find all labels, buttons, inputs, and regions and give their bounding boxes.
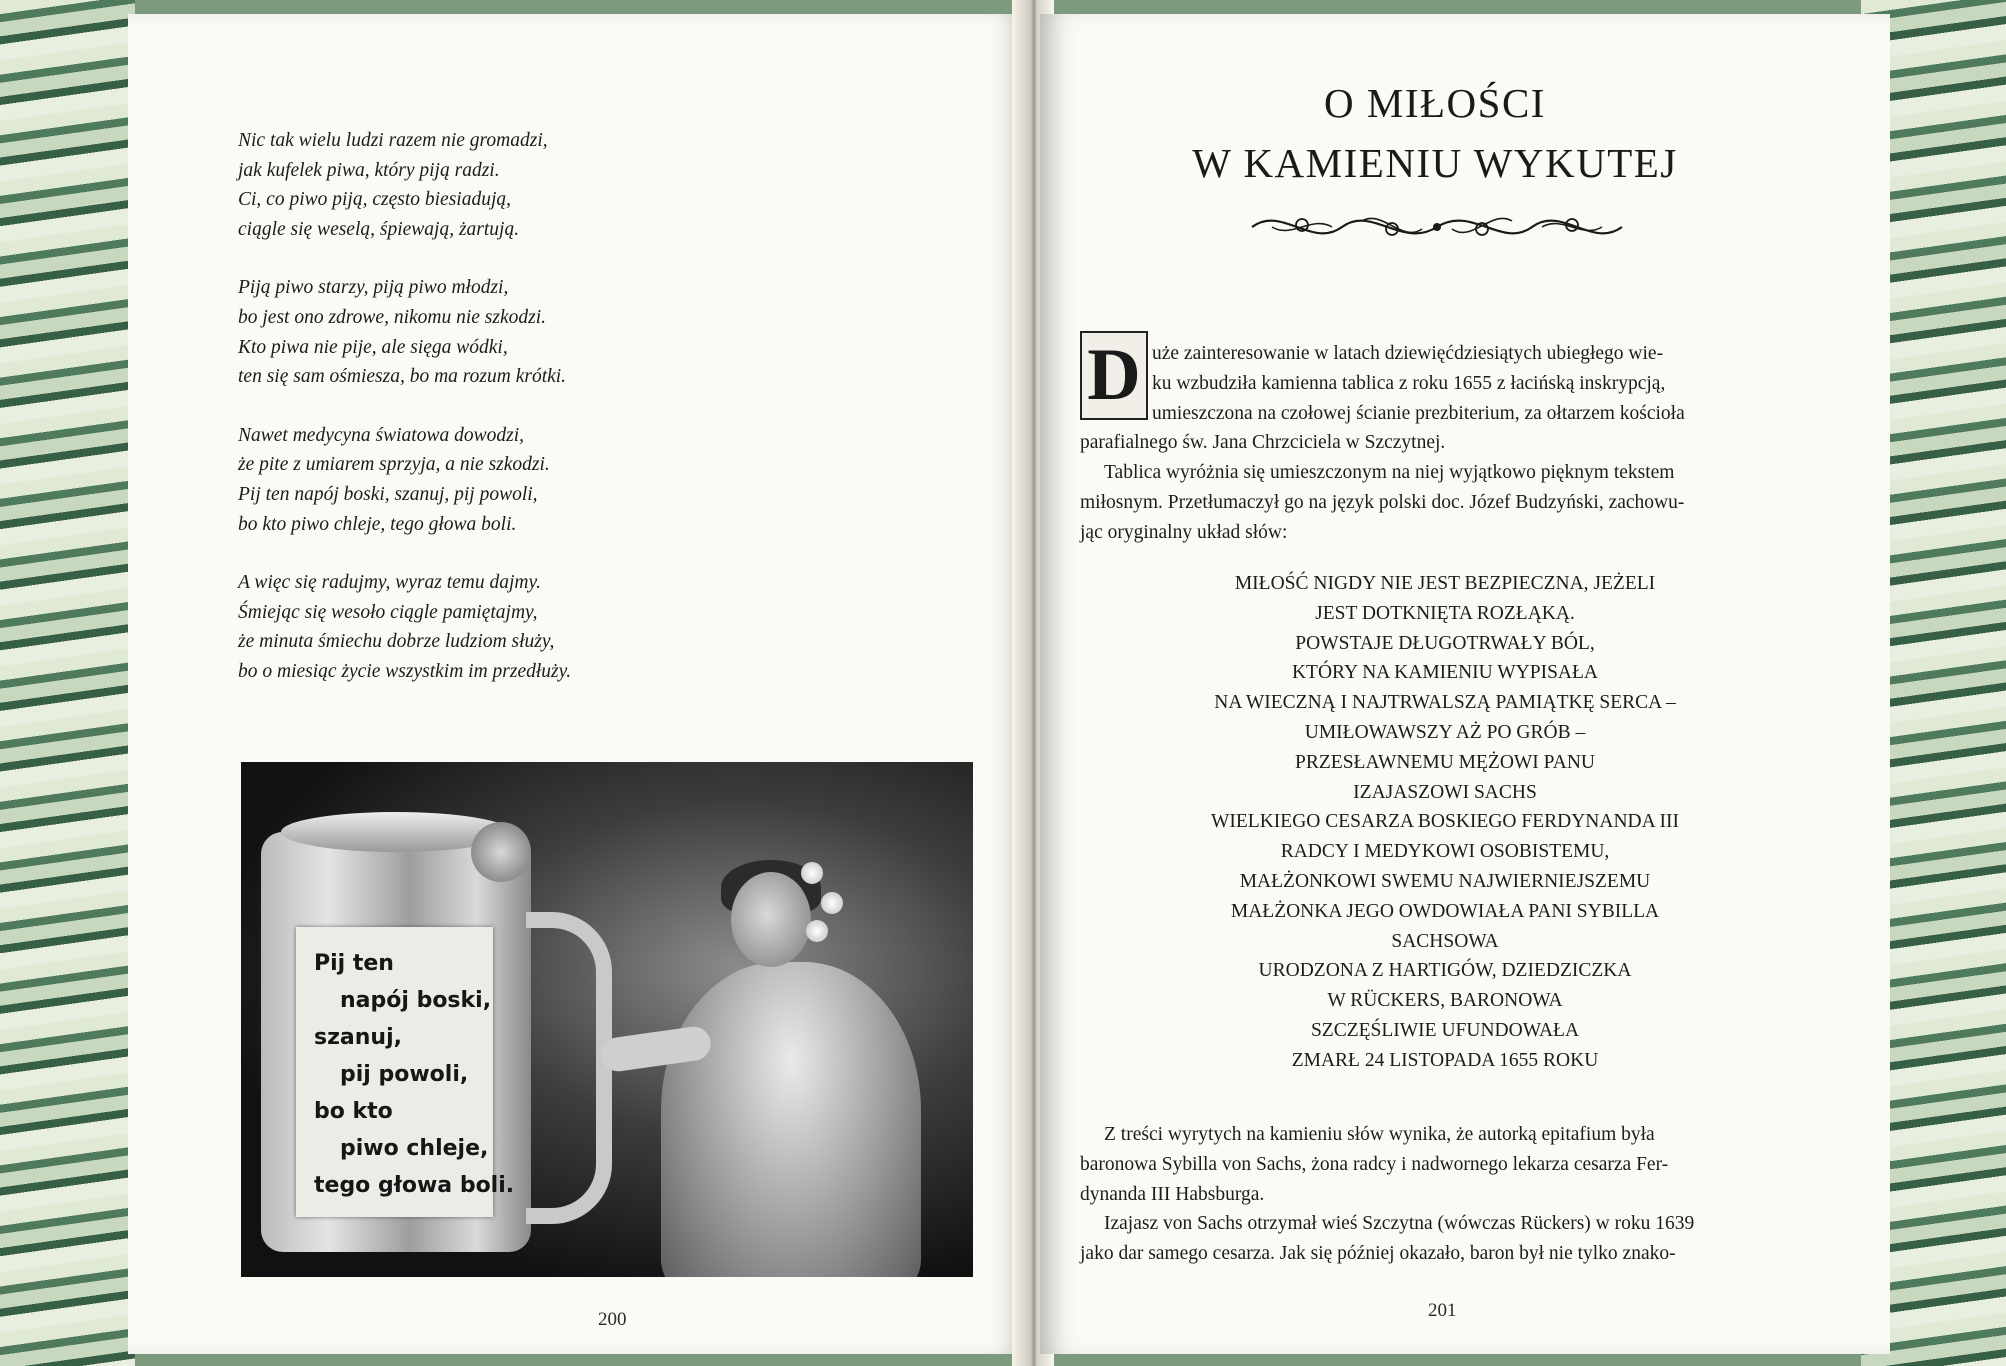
inscription-line: KTÓRY NA KAMIENIU WYPISAŁA xyxy=(1291,662,1599,684)
inscription-line: IZAJASZOWI SACHS xyxy=(1353,781,1537,803)
ornament-flourish-icon xyxy=(1242,199,1632,255)
poem-line: ten się sam ośmiesza, bo ma rozum krótki. xyxy=(238,366,567,388)
inscription-line: W RÜCKERS, BARONOWA xyxy=(1327,990,1563,1012)
poem-line: bo kto piwo chleje, tego głowa boli. xyxy=(238,513,517,535)
text-line: miłosnym. Przetłumaczył go na język polski doc. Józef Budzyński, zachowu- xyxy=(1080,491,1685,513)
flower-icon xyxy=(821,892,843,914)
text-line: Tablica wyróżnia się umieszczonym na niej wyjątkowo pięknym tekstem xyxy=(1104,462,1675,484)
chapter-title-line1: O MIŁOŚCI xyxy=(1324,80,1546,126)
poem-line: że minuta śmiechu dobrze ludziom służy, xyxy=(238,631,555,653)
poem-stanza xyxy=(238,126,698,244)
inscription-line: UMIŁOWAWSZY AŻ PO GRÓB – xyxy=(1304,721,1586,743)
inscription-line: POWSTAJE DŁUGOTRWAŁY BÓL, xyxy=(1295,632,1595,654)
closing-paragraph xyxy=(1080,1120,1816,1269)
inscription-line: ZMARŁ 24 LISTOPADA 1655 ROKU xyxy=(1291,1049,1599,1071)
book-page-edges-left xyxy=(0,0,135,1366)
text-line: Z treści wyrytych na kamieniu słów wynika, że autorką epitafium była xyxy=(1104,1124,1655,1145)
inscription-line: URODZONA Z HARTIGÓW, DZIEDZICZKA xyxy=(1258,960,1632,982)
text-line: parafialnego św. Jana Chrzciciela w Szczytnej. xyxy=(1080,432,1446,454)
poem-line: Nic tak wielu ludzi razem nie gromadzi, xyxy=(238,130,548,151)
mug-label xyxy=(296,927,515,1217)
text-line: Izajasz von Sachs otrzymał wieś Szczytna (wówczas Rückers) w roku 1639 xyxy=(1104,1213,1695,1235)
page-number: 200 xyxy=(598,1309,627,1330)
mug-handle xyxy=(526,912,612,1224)
vintage-photo xyxy=(241,762,973,1277)
poem-line: Piją piwo starzy, piją piwo młodzi, xyxy=(238,277,509,299)
inscription-line: MIŁOŚĆ NIGDY NIE JEST BEZPIECZNA, JEŻELI xyxy=(1234,573,1656,594)
poem-line: A więc się radujmy, wyraz temu dajmy. xyxy=(238,572,541,594)
woman-figure xyxy=(621,842,951,1277)
intro-paragraph xyxy=(1080,339,1816,548)
label-line: tego głowa boli. xyxy=(314,1173,515,1198)
label-line: napój boski, xyxy=(340,988,492,1013)
poem-stanza xyxy=(238,568,698,686)
mug-lid-knob xyxy=(471,822,531,882)
inscription-line: MAŁŻONKA JEGO OWDOWIAŁA PANI SYBILLA xyxy=(1230,900,1660,922)
flower-icon xyxy=(806,920,828,942)
text-line: baronowa Sybilla von Sachs, żona radcy i nadwornego lekarza cesarza Fer- xyxy=(1080,1153,1669,1175)
inscription-line: NA WIECZNĄ I NAJTRWALSZĄ PAMIĄTKĘ SERCA – xyxy=(1214,692,1676,714)
inscription-line: SZCZĘŚLIWIE UFUNDOWAŁA xyxy=(1310,1019,1580,1041)
poem-line: Pij ten napój boski, szanuj, pij powoli, xyxy=(238,483,538,505)
label-line: Pij ten xyxy=(314,951,394,976)
text-line: jako dar samego cesarza. Jak się później okazało, baron był nie tylko znako- xyxy=(1080,1243,1676,1265)
right-page xyxy=(1040,14,1890,1354)
inscription-line: WIELKIEGO CESARZA BOSKIEGO FERDYNANDA III xyxy=(1211,811,1679,833)
poem-line: że pite z umiarem sprzyja, a nie szkodzi. xyxy=(238,454,550,476)
flower-icon xyxy=(801,862,823,884)
text-line: dynanda III Habsburga. xyxy=(1080,1183,1265,1205)
drop-cap-letter: D xyxy=(1087,334,1141,416)
poem-stanza xyxy=(238,273,698,391)
inscription-line: RADCY I MEDYKOWI OSOBISTEMU, xyxy=(1280,841,1610,863)
poem-stanza xyxy=(238,421,698,539)
inscription-line: SACHSOWA xyxy=(1391,930,1499,952)
poem-line: ciągle się weselą, śpiewają, żartują. xyxy=(238,218,520,240)
woman-dress xyxy=(661,962,921,1277)
poem-line: bo jest ono zdrowe, nikomu nie szkodzi. xyxy=(238,306,547,328)
text-line: umieszczona na czołowej ścianie prezbiterium, za ołtarzem kościoła xyxy=(1152,402,1685,424)
inscription-block xyxy=(1130,569,1760,1076)
inscription-line: MAŁŻONKOWI SWEMU NAJWIERNIEJSZEMU xyxy=(1239,870,1651,892)
label-line: pij powoli, xyxy=(340,1062,469,1087)
mug-label-text xyxy=(314,945,515,1204)
text-line: uże zainteresowanie w latach dziewięćdziesiątych ubiegłego wie- xyxy=(1152,343,1664,364)
inscription-line: JEST DOTKNIĘTA ROZŁĄKĄ. xyxy=(1315,602,1575,624)
poem-line: bo o miesiąc życie wszystkim im przedłuży. xyxy=(238,660,572,682)
label-line: piwo chleje, xyxy=(340,1136,489,1161)
left-page xyxy=(128,14,1026,1354)
poem xyxy=(238,126,698,716)
chapter-title-line2: W KAMIENIU WYKUTEJ xyxy=(1192,140,1678,186)
page-number: 201 xyxy=(1428,1300,1457,1321)
label-line: szanuj, xyxy=(314,1025,402,1050)
poem-line: Kto piwa nie pije, ale sięga wódki, xyxy=(238,336,508,358)
woman-head xyxy=(731,872,811,967)
text-line: jąc oryginalny układ słów: xyxy=(1080,521,1288,543)
poem-line: Ci, co piwo piją, często biesiadują, xyxy=(238,189,511,211)
poem-line: jak kufelek piwa, który piją radzi. xyxy=(238,159,500,181)
poem-line: Śmiejąc się wesoło ciągle pamiętajmy, xyxy=(238,601,538,623)
label-line: bo kto xyxy=(314,1099,393,1124)
poem-line: Nawet medycyna światowa dowodzi, xyxy=(238,424,524,446)
inscription-line: PRZESŁAWNEMU MĘŻOWI PANU xyxy=(1295,751,1595,773)
text-line: ku wzbudziła kamienna tablica z roku 1655 z łacińską inskrypcją, xyxy=(1152,372,1666,394)
